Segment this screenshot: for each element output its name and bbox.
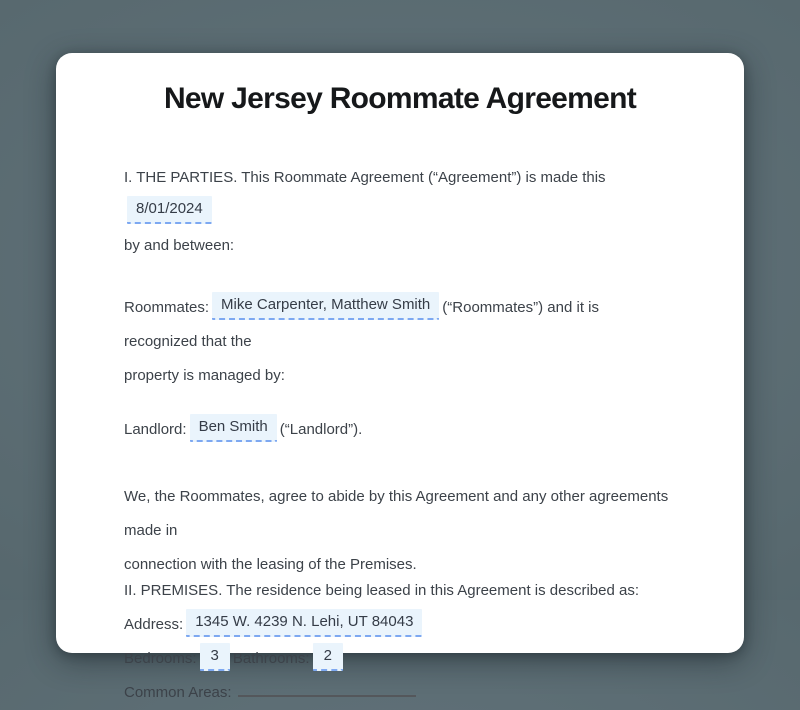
- address-label: Address:: [124, 616, 184, 633]
- agreement-line1-text: We, the Roommates, agree to abide by this Agreement and any other agreements made in: [124, 488, 669, 539]
- document-card: [56, 53, 744, 701]
- roommates-paragraph: [124, 291, 676, 359]
- document-body: [124, 161, 676, 710]
- parties-paragraph: [124, 161, 676, 229]
- roommates-continuation: [124, 359, 676, 393]
- parties-line1-text: I. THE PARTIES. This Roommate Agreement (“Agreement”) is made this: [124, 169, 606, 186]
- bathrooms-field[interactable]: 2: [313, 643, 343, 671]
- agreement-line2-text: connection with the leasing of the Premises.: [124, 556, 417, 573]
- rooms-row: [124, 642, 676, 676]
- common-areas-blank-field[interactable]: [238, 682, 416, 697]
- address-field[interactable]: 1345 W. 4239 N. Lehi, UT 84043: [186, 609, 422, 637]
- parties-line2-text: by and between:: [124, 237, 235, 254]
- agreement-paragraph: [124, 480, 676, 548]
- landlord-label: Landlord:: [124, 421, 187, 438]
- roommates-label: Roommates:: [124, 299, 210, 316]
- document-page: [56, 53, 744, 710]
- common-areas-label: Common Areas:: [124, 684, 232, 701]
- document-title: New Jersey Roommate Agreement: [163, 82, 637, 115]
- landlord-suffix-text: (“Landlord”).: [279, 421, 363, 438]
- date-field[interactable]: 8/01/2024: [127, 196, 212, 224]
- premises-heading: [124, 574, 676, 608]
- bathrooms-label: Bathrooms:: [232, 650, 310, 667]
- roommates-field[interactable]: Mike Carpenter, Matthew Smith: [212, 292, 439, 320]
- landlord-paragraph: [124, 413, 676, 447]
- bedrooms-field[interactable]: 3: [200, 643, 230, 671]
- common-areas-row: [124, 676, 676, 710]
- premises-heading-text: II. PREMISES. The residence being leased in this Agreement is described as:: [124, 582, 639, 599]
- landlord-field[interactable]: Ben Smith: [190, 414, 277, 442]
- address-row: [124, 608, 676, 642]
- roommates-suffix-text: (“Roommates”) and it is recognized that the: [124, 299, 599, 350]
- parties-line2: [124, 229, 676, 263]
- bedrooms-label: Bedrooms:: [124, 650, 197, 667]
- roommates-continuation-text: property is managed by:: [124, 367, 285, 384]
